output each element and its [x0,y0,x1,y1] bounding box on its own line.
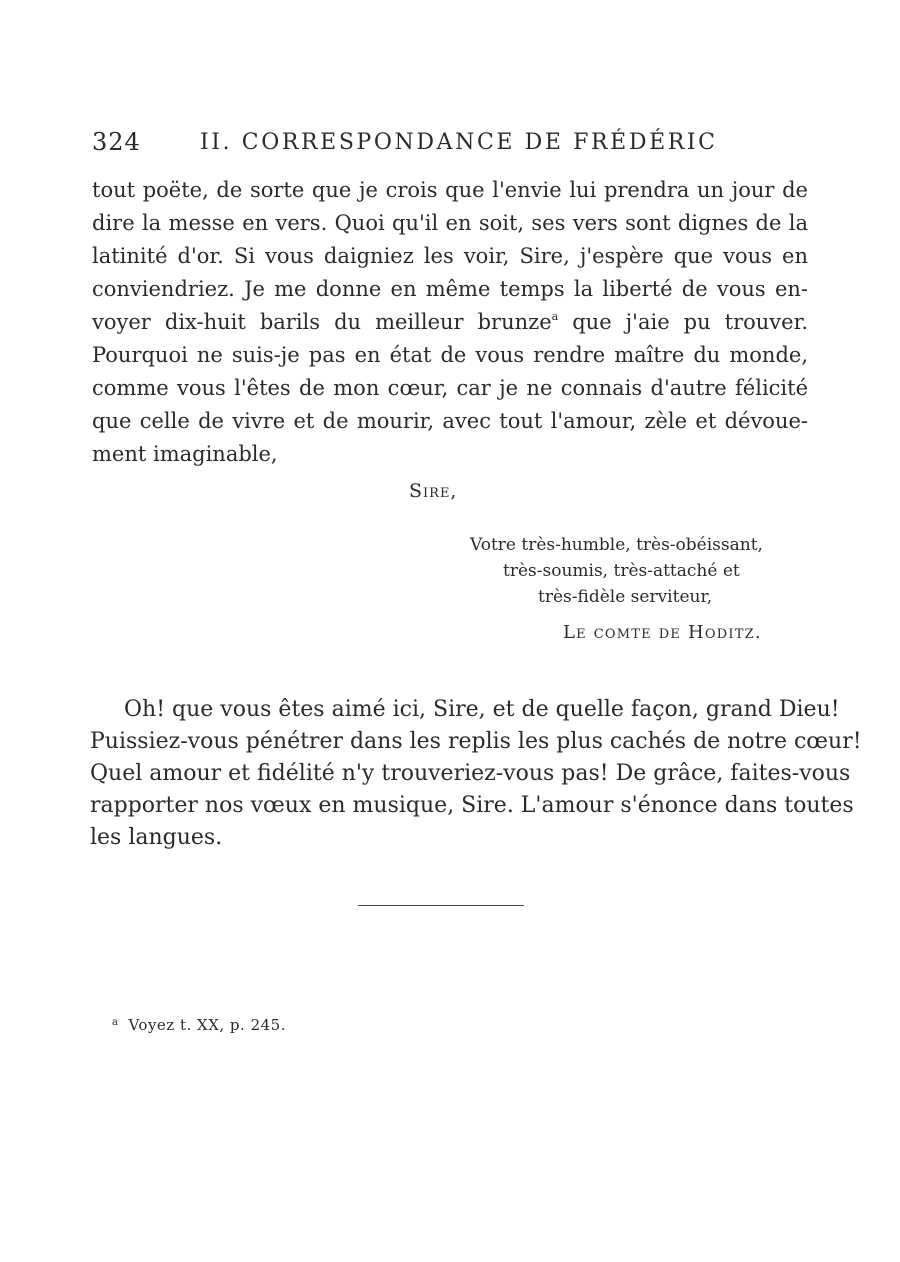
signature: Le comte de Hoditz. [563,622,762,643]
closing-line: très-soumis, très-attaché et [503,561,740,581]
body-line: Pourquoi ne suis-je pas en état de vous rendre maître du monde, [92,343,808,367]
closing-line: très-fidèle serviteur, [538,587,713,607]
closing-formula [460,532,800,610]
body-line: tout poëte, de sorte que je crois que l'envie lui prendra un jour de [92,178,808,202]
section-divider [358,905,524,906]
postscript-line: Puissiez-vous pénétrer dans les replis les plus cachés de notre cœur! [90,729,862,754]
running-head: II. CORRESPONDANCE DE FRÉDÉRIC [200,130,718,155]
body-line-part: voyer dix-huit barils du meilleur brunze [92,310,552,334]
postscript-line: Oh! que vous êtes aimé ici, Sire, et de quelle façon, grand Dieu! [124,697,840,722]
footnote-mark: a [112,1017,119,1028]
page-number: 324 [92,128,141,156]
footnote [112,1016,286,1034]
letter-body [92,174,808,471]
postscript [90,694,862,854]
body-line: ment imaginable, [92,442,278,466]
postscript-line: rapporter nos vœux en musique, Sire. L'amour s'énonce dans toutes [90,793,854,818]
body-line: conviendriez. Je me donne en même temps la liberté de vous en- [92,277,808,301]
body-line-with-note [92,306,808,339]
footnote-text: Voyez t. XX, p. 245. [128,1016,286,1034]
page-header [92,128,718,162]
body-line-part: que j'aie pu trouver. [558,310,808,334]
body-line: que celle de vivre et de mourir, avec tout l'amour, zèle et dévoue- [92,409,808,433]
postscript-line: les langues. [90,825,223,850]
footnote-reference: a [551,310,559,323]
body-line: comme vous l'êtes de mon cœur, car je ne connais d'autre félicité [92,376,808,400]
body-line: dire la messe en vers. Quoi qu'il en soit, ses vers sont dignes de la [92,211,808,235]
closing-line: Votre très-humble, très-obéissant, [470,535,763,555]
postscript-line: Quel amour et fidélité n'y trouveriez-vous pas! De grâce, faites-vous [90,761,851,786]
body-line: latinité d'or. Si vous daigniez les voir, Sire, j'espère que vous en [92,244,808,268]
salutation: Sire, [409,480,458,502]
